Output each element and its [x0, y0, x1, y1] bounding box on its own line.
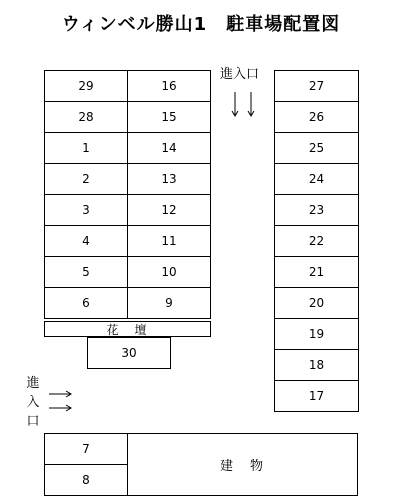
parking-spot: 12	[127, 194, 211, 226]
parking-spot: 6	[44, 287, 128, 319]
parking-spot: 24	[274, 163, 359, 195]
parking-spot: 13	[127, 163, 211, 195]
parking-spot: 14	[127, 132, 211, 164]
parking-spot: 16	[127, 70, 211, 102]
entrance-left-char: 口	[26, 414, 40, 429]
parking-spot: 19	[274, 318, 359, 350]
parking-spot: 5	[44, 256, 128, 288]
parking-spot: 27	[274, 70, 359, 102]
right-arrows-icon	[48, 388, 74, 414]
parking-spot: 21	[274, 256, 359, 288]
entrance-top-label: 進入口	[220, 67, 260, 82]
parking-spot: 4	[44, 225, 128, 257]
flowerbed: 花 壇	[44, 321, 211, 337]
parking-spot: 26	[274, 101, 359, 133]
parking-spot: 3	[44, 194, 128, 226]
parking-spot: 20	[274, 287, 359, 319]
entrance-left-char: 進	[26, 376, 40, 391]
entrance-left-char: 入	[26, 395, 40, 410]
down-arrows-icon	[228, 90, 258, 120]
parking-spot-8: 8	[44, 464, 128, 496]
parking-spot-7: 7	[44, 433, 128, 465]
parking-spot: 29	[44, 70, 128, 102]
parking-spot: 2	[44, 163, 128, 195]
parking-spot: 11	[127, 225, 211, 257]
parking-spot: 15	[127, 101, 211, 133]
parking-spot: 10	[127, 256, 211, 288]
entrance-left-label	[26, 374, 40, 431]
parking-spot: 25	[274, 132, 359, 164]
parking-spot: 17	[274, 380, 359, 412]
parking-spot: 9	[127, 287, 211, 319]
parking-spot: 1	[44, 132, 128, 164]
parking-spot-30: 30	[87, 337, 171, 369]
parking-spot: 22	[274, 225, 359, 257]
parking-spot: 18	[274, 349, 359, 381]
building: 建 物	[127, 433, 358, 496]
parking-spot: 28	[44, 101, 128, 133]
parking-spot: 23	[274, 194, 359, 226]
page-title: ウィンベル勝山1 駐車場配置図	[61, 14, 341, 35]
